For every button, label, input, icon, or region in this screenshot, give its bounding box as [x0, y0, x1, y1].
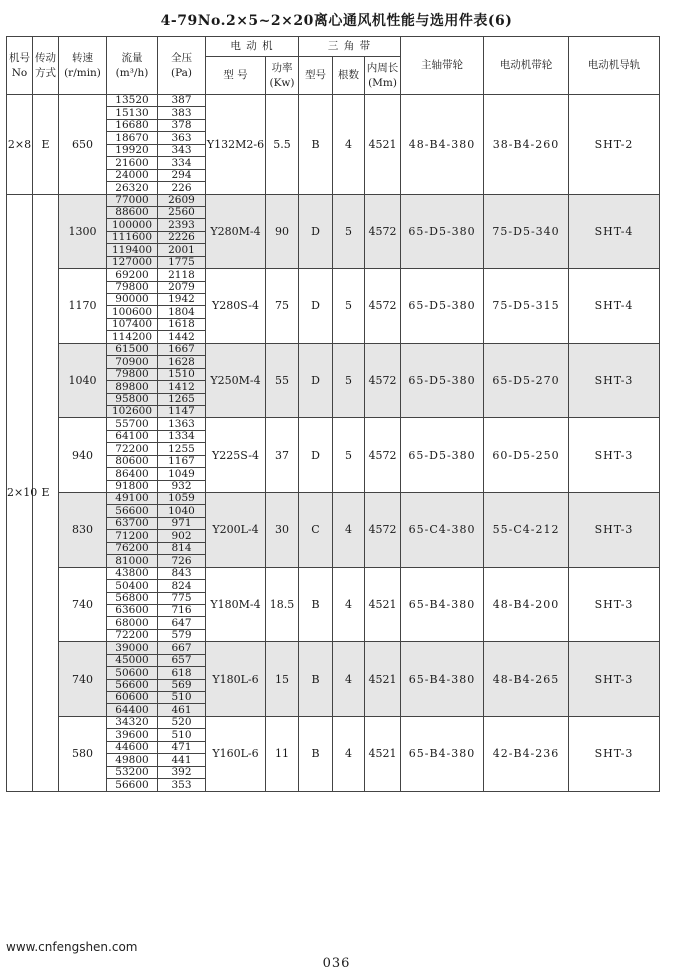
belt-length-cell: 4572	[365, 269, 401, 344]
pressure-cell: 2001	[158, 244, 206, 256]
belt-count-cell: 4	[333, 493, 365, 568]
main-pulley-cell: 65-D5-380	[401, 194, 484, 269]
pressure-cell: 343	[158, 144, 206, 156]
flow-cell: 91800	[107, 480, 158, 492]
flow-cell: 56600	[107, 679, 158, 691]
belt-count-cell: 5	[333, 194, 365, 269]
speed-cell: 1040	[59, 343, 107, 418]
pressure-cell: 387	[158, 95, 206, 107]
belt-count-cell: 4	[333, 567, 365, 642]
flow-cell: 100000	[107, 219, 158, 231]
footer-url: www.cnfengshen.com	[6, 940, 138, 954]
speed-cell: 740	[59, 642, 107, 717]
flow-cell: 21600	[107, 157, 158, 169]
motor-pulley-cell: 48-B4-265	[484, 642, 569, 717]
motor-pulley-cell: 55-C4-212	[484, 493, 569, 568]
flow-cell: 15130	[107, 107, 158, 119]
header-belt: 三 角 带	[299, 37, 401, 57]
flow-cell: 63600	[107, 604, 158, 616]
flow-cell: 64100	[107, 430, 158, 442]
belt-type-cell: D	[299, 418, 333, 493]
belt-count-cell: 5	[333, 418, 365, 493]
main-pulley-cell: 65-B4-380	[401, 642, 484, 717]
pressure-cell: 2079	[158, 281, 206, 293]
motor-rail-cell: SHT-4	[569, 269, 660, 344]
flow-cell: 43800	[107, 567, 158, 579]
pressure-cell: 1049	[158, 468, 206, 480]
flow-cell: 50600	[107, 667, 158, 679]
flow-cell: 80600	[107, 455, 158, 467]
table-row	[7, 493, 660, 505]
pressure-cell: 2226	[158, 231, 206, 243]
table-row	[7, 95, 660, 107]
pressure-cell: 510	[158, 692, 206, 704]
flow-cell: 49800	[107, 754, 158, 766]
flow-cell: 88600	[107, 206, 158, 218]
flow-cell: 69200	[107, 269, 158, 281]
pressure-cell: 1667	[158, 343, 206, 355]
table-row	[7, 418, 660, 430]
fan-no-cell: 2×8	[7, 95, 33, 195]
pressure-cell: 1618	[158, 318, 206, 330]
flow-cell: 16680	[107, 119, 158, 131]
table-row	[7, 567, 660, 579]
pressure-cell: 226	[158, 182, 206, 194]
motor-model-cell: Y280M-4	[206, 194, 266, 269]
pressure-cell: 843	[158, 567, 206, 579]
flow-cell: 64400	[107, 704, 158, 716]
motor-pulley-cell: 38-B4-260	[484, 95, 569, 195]
belt-length-cell: 4521	[365, 95, 401, 195]
header-motor: 电 动 机	[206, 37, 299, 57]
speed-cell: 580	[59, 716, 107, 791]
flow-cell: 50400	[107, 580, 158, 592]
belt-type-cell: D	[299, 194, 333, 269]
pressure-cell: 971	[158, 517, 206, 529]
belt-type-cell: B	[299, 716, 333, 791]
flow-cell: 100600	[107, 306, 158, 318]
pressure-cell: 1265	[158, 393, 206, 405]
motor-pulley-cell: 60-D5-250	[484, 418, 569, 493]
speed-cell: 830	[59, 493, 107, 568]
belt-length-cell: 4572	[365, 493, 401, 568]
header-motor-rail: 电动机导轨	[569, 37, 660, 95]
flow-cell: 71200	[107, 530, 158, 542]
pressure-cell: 1059	[158, 493, 206, 505]
pressure-cell: 618	[158, 667, 206, 679]
flow-cell: 44600	[107, 741, 158, 753]
table-row	[7, 343, 660, 355]
flow-cell: 68000	[107, 617, 158, 629]
header-speed: 转速 (r/min)	[59, 37, 107, 95]
pressure-cell: 383	[158, 107, 206, 119]
pressure-cell: 1147	[158, 405, 206, 417]
pressure-cell: 647	[158, 617, 206, 629]
pressure-cell: 2118	[158, 269, 206, 281]
motor-rail-cell: SHT-3	[569, 567, 660, 642]
pressure-cell: 814	[158, 542, 206, 554]
motor-rail-cell: SHT-4	[569, 194, 660, 269]
belt-type-cell: B	[299, 95, 333, 195]
flow-cell: 26320	[107, 182, 158, 194]
belt-length-cell: 4572	[365, 343, 401, 418]
pressure-cell: 1510	[158, 368, 206, 380]
motor-power-cell: 37	[266, 418, 299, 493]
motor-rail-cell: SHT-3	[569, 716, 660, 791]
motor-rail-cell: SHT-3	[569, 418, 660, 493]
flow-cell: 119400	[107, 244, 158, 256]
pressure-cell: 775	[158, 592, 206, 604]
pressure-cell: 1804	[158, 306, 206, 318]
pressure-cell: 1775	[158, 256, 206, 268]
pressure-cell: 294	[158, 169, 206, 181]
table-row	[7, 194, 660, 206]
pressure-cell: 1442	[158, 331, 206, 343]
motor-power-cell: 18.5	[266, 567, 299, 642]
header-main-pulley: 主轴带轮	[401, 37, 484, 95]
motor-pulley-cell: 75-D5-315	[484, 269, 569, 344]
pressure-cell: 902	[158, 530, 206, 542]
flow-cell: 56600	[107, 505, 158, 517]
pressure-cell: 657	[158, 654, 206, 666]
main-pulley-cell: 65-D5-380	[401, 269, 484, 344]
belt-length-cell: 4521	[365, 642, 401, 717]
pressure-cell: 2609	[158, 194, 206, 206]
motor-power-cell: 5.5	[266, 95, 299, 195]
pressure-cell: 1412	[158, 381, 206, 393]
pressure-cell: 363	[158, 132, 206, 144]
motor-rail-cell: SHT-2	[569, 95, 660, 195]
flow-cell: 77000	[107, 194, 158, 206]
belt-count-cell: 4	[333, 95, 365, 195]
flow-cell: 102600	[107, 405, 158, 417]
motor-power-cell: 90	[266, 194, 299, 269]
belt-type-cell: D	[299, 269, 333, 344]
motor-pulley-cell: 65-D5-270	[484, 343, 569, 418]
speed-cell: 940	[59, 418, 107, 493]
speed-cell: 1170	[59, 269, 107, 344]
belt-count-cell: 4	[333, 716, 365, 791]
pressure-cell: 1040	[158, 505, 206, 517]
pressure-cell: 353	[158, 779, 206, 791]
flow-cell: 90000	[107, 294, 158, 306]
pressure-cell: 932	[158, 480, 206, 492]
pressure-cell: 2393	[158, 219, 206, 231]
motor-model-cell: Y225S-4	[206, 418, 266, 493]
header-fan-no: 机号 No	[7, 37, 33, 95]
flow-cell: 18670	[107, 132, 158, 144]
flow-cell: 56600	[107, 779, 158, 791]
flow-cell: 39600	[107, 729, 158, 741]
belt-count-cell: 4	[333, 642, 365, 717]
speed-cell: 740	[59, 567, 107, 642]
flow-cell: 55700	[107, 418, 158, 430]
motor-power-cell: 30	[266, 493, 299, 568]
motor-model-cell: Y132M2-6	[206, 95, 266, 195]
flow-cell: 53200	[107, 766, 158, 778]
flow-cell: 76200	[107, 542, 158, 554]
flow-cell: 81000	[107, 555, 158, 567]
table-row	[7, 716, 660, 728]
belt-count-cell: 5	[333, 343, 365, 418]
motor-model-cell: Y180L-6	[206, 642, 266, 717]
flow-cell: 72200	[107, 629, 158, 641]
pressure-cell: 520	[158, 716, 206, 728]
flow-cell: 61500	[107, 343, 158, 355]
flow-cell: 60600	[107, 692, 158, 704]
motor-power-cell: 75	[266, 269, 299, 344]
flow-cell: 39000	[107, 642, 158, 654]
flow-cell: 89800	[107, 381, 158, 393]
flow-cell: 72200	[107, 443, 158, 455]
flow-cell: 86400	[107, 468, 158, 480]
flow-cell: 63700	[107, 517, 158, 529]
drive-cell: E	[33, 194, 59, 791]
pressure-cell: 378	[158, 119, 206, 131]
flow-cell: 111600	[107, 231, 158, 243]
pressure-cell: 392	[158, 766, 206, 778]
motor-model-cell: Y200L-4	[206, 493, 266, 568]
main-pulley-cell: 65-D5-380	[401, 418, 484, 493]
pressure-cell: 1942	[158, 294, 206, 306]
flow-cell: 13520	[107, 95, 158, 107]
motor-rail-cell: SHT-3	[569, 343, 660, 418]
pressure-cell: 1363	[158, 418, 206, 430]
motor-model-cell: Y160L-6	[206, 716, 266, 791]
flow-cell: 107400	[107, 318, 158, 330]
belt-type-cell: D	[299, 343, 333, 418]
motor-power-cell: 55	[266, 343, 299, 418]
flow-cell: 127000	[107, 256, 158, 268]
header-motor-pulley: 电动机带轮	[484, 37, 569, 95]
pressure-cell: 569	[158, 679, 206, 691]
motor-pulley-cell: 42-B4-236	[484, 716, 569, 791]
speed-cell: 650	[59, 95, 107, 195]
pressure-cell: 471	[158, 741, 206, 753]
pressure-cell: 2560	[158, 206, 206, 218]
flow-cell: 24000	[107, 169, 158, 181]
motor-pulley-cell: 48-B4-200	[484, 567, 569, 642]
pressure-cell: 441	[158, 754, 206, 766]
flow-cell: 34320	[107, 716, 158, 728]
flow-cell: 79800	[107, 368, 158, 380]
main-pulley-cell: 65-C4-380	[401, 493, 484, 568]
header-drive: 传动方式	[33, 37, 59, 95]
belt-length-cell: 4572	[365, 194, 401, 269]
header-belt-model: 型号	[299, 57, 333, 95]
pressure-cell: 1628	[158, 356, 206, 368]
pressure-cell: 461	[158, 704, 206, 716]
flow-cell: 49100	[107, 493, 158, 505]
header-motor-model: 型 号	[206, 57, 266, 95]
motor-pulley-cell: 75-D5-340	[484, 194, 569, 269]
speed-cell: 1300	[59, 194, 107, 269]
pressure-cell: 716	[158, 604, 206, 616]
pressure-cell: 667	[158, 642, 206, 654]
header-belt-count: 根数	[333, 57, 365, 95]
flow-cell: 70900	[107, 356, 158, 368]
motor-power-cell: 15	[266, 642, 299, 717]
belt-type-cell: C	[299, 493, 333, 568]
pressure-cell: 824	[158, 580, 206, 592]
drive-cell: E	[33, 95, 59, 195]
performance-table	[6, 36, 660, 792]
header-pressure: 全压 (Pa)	[158, 37, 206, 95]
belt-count-cell: 5	[333, 269, 365, 344]
pressure-cell: 1255	[158, 443, 206, 455]
header-belt-length: 内周长 (Mm)	[365, 57, 401, 95]
motor-rail-cell: SHT-3	[569, 642, 660, 717]
motor-model-cell: Y250M-4	[206, 343, 266, 418]
pressure-cell: 334	[158, 157, 206, 169]
flow-cell: 79800	[107, 281, 158, 293]
header-power: 功率 (Kw)	[266, 57, 299, 95]
main-pulley-cell: 65-D5-380	[401, 343, 484, 418]
belt-length-cell: 4521	[365, 716, 401, 791]
pressure-cell: 726	[158, 555, 206, 567]
main-pulley-cell: 48-B4-380	[401, 95, 484, 195]
flow-cell: 45000	[107, 654, 158, 666]
motor-power-cell: 11	[266, 716, 299, 791]
main-pulley-cell: 65-B4-380	[401, 716, 484, 791]
belt-type-cell: B	[299, 642, 333, 717]
pressure-cell: 510	[158, 729, 206, 741]
page-title: 4-79No.2×5~2×20离心通风机性能与选用件表(6)	[160, 13, 513, 29]
flow-cell: 56800	[107, 592, 158, 604]
main-pulley-cell: 65-B4-380	[401, 567, 484, 642]
pressure-cell: 1334	[158, 430, 206, 442]
pressure-cell: 1167	[158, 455, 206, 467]
flow-cell: 114200	[107, 331, 158, 343]
fan-no-cell: 2×10	[7, 194, 33, 791]
flow-cell: 19920	[107, 144, 158, 156]
table-row	[7, 642, 660, 654]
flow-cell: 95800	[107, 393, 158, 405]
pressure-cell: 579	[158, 629, 206, 641]
motor-model-cell: Y180M-4	[206, 567, 266, 642]
header-flow: 流量 (m³/h)	[107, 37, 158, 95]
motor-rail-cell: SHT-3	[569, 493, 660, 568]
belt-length-cell: 4521	[365, 567, 401, 642]
motor-model-cell: Y280S-4	[206, 269, 266, 344]
page-number: 036	[322, 956, 351, 971]
belt-type-cell: B	[299, 567, 333, 642]
belt-length-cell: 4572	[365, 418, 401, 493]
table-row	[7, 269, 660, 281]
